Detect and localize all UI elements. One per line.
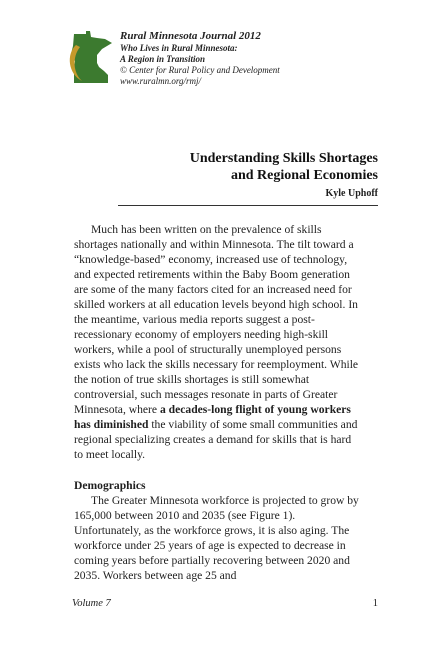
issue-title: Who Lives in Rural Minnesota:: [120, 43, 238, 53]
title-divider: [118, 205, 378, 206]
article-title-line-2: and Regional Economies: [230, 168, 378, 183]
intro-paragraph: [74, 222, 362, 462]
journal-header: [120, 30, 410, 87]
demographics-paragraph: The Greater Minnesota workforce is projected to grow by 165,000 between 2010 and 2035 (see Figure 1). Unfortunately, as the workforce grows, it is also aging. The workforce under 25 years of age is expected to decrease in coming years before partially recovering between 2020 and 2035. Workers between age 25 and: [74, 494, 359, 582]
journal-title: Rural Minnesota Journal 2012: [120, 30, 261, 42]
copyright-line: © Center for Rural Policy and Development: [120, 65, 280, 75]
issue-subtitle: A Region in Transition: [120, 54, 205, 64]
minnesota-state-logo-icon: [64, 30, 114, 86]
page-number: 1: [372, 598, 378, 609]
author-name: Kyle Uphoff: [325, 188, 378, 199]
emphasized-phrase: a decades-long flight of young workers has diminished: [74, 403, 351, 431]
article-title-line-1: Understanding Skills Shortages: [189, 151, 378, 166]
section-heading-demographics: Demographics: [74, 479, 146, 492]
intro-text-b: the viability of some small communities and regional specializing creates a demand for skills that is hard to meet locally.: [74, 418, 358, 461]
journal-url: www.ruralmn.org/rmj/: [120, 76, 202, 86]
volume-label: Volume 7: [72, 598, 111, 609]
intro-text-a: Much has been written on the prevalence of skills shortages nationally and within Minnesota. The tilt toward a “knowledge-based” economy, increased use of technology, and expected retirements within the Baby Boom generation are some of the many factors cited for an increased need for skilled workers at all education levels beyond high school. In the meantime, various media reports suggest a post-recessionary economy of employers needing high-skill workers, while a pool of structurally unemployed persons exists who lack the skills necessary for reemployment. While the notion of true skills shortages is still somewhat controversial, such messages resonate in parts of Greater Minnesota, where: [74, 223, 359, 416]
page-footer: [72, 598, 378, 609]
article-title-block: [78, 150, 378, 201]
article-body: [74, 222, 362, 583]
